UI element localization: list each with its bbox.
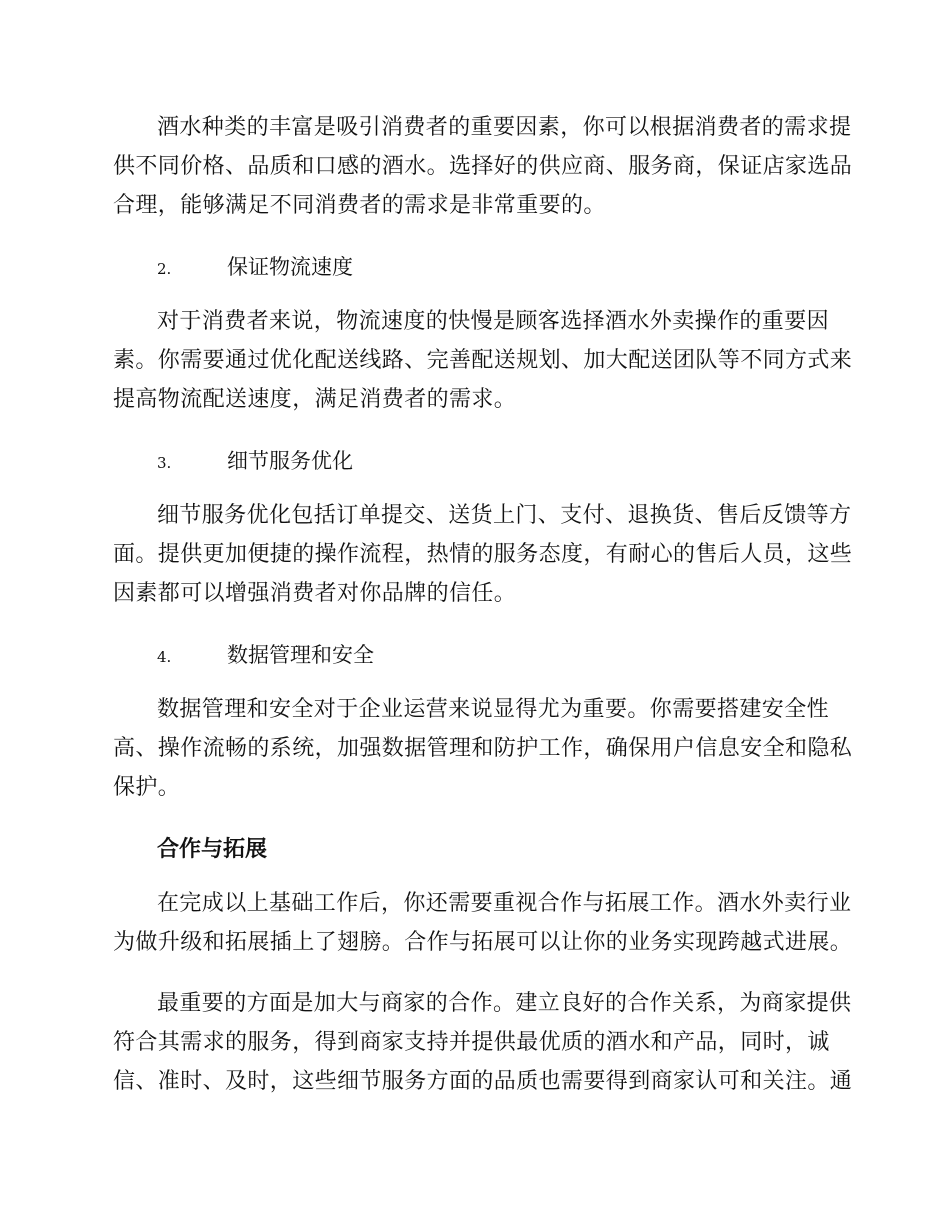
- list-item-number: 4.: [157, 648, 172, 666]
- paragraph-line: 符合其需求的服务，得到商家支持并提供最优质的酒水和产品，同时，诚: [113, 1030, 830, 1055]
- paragraph-line: 在完成以上基础工作后，你还需要重视合作与拓展工作。酒水外卖行业: [157, 891, 852, 916]
- paragraph-line: 高、操作流畅的系统，加强数据管理和防护工作，确保用户信息安全和隐私: [113, 736, 853, 761]
- list-item-text: 数据管理和安全: [227, 643, 374, 667]
- paragraph: [113, 984, 853, 1101]
- paragraph-line: 酒水种类的丰富是吸引消费者的重要因素，你可以根据消费者的需求提: [157, 115, 852, 140]
- paragraph-line: 素。你需要通过优化配送线路、完善配送规划、加大配送团队等不同方式来: [113, 348, 853, 373]
- list-item-text: 细节服务优化: [227, 449, 353, 473]
- paragraph-line: 因素都可以增强消费者对你品牌的信任。: [113, 581, 517, 606]
- paragraph-line: 提高物流配送速度，满足消费者的需求。: [113, 387, 517, 412]
- paragraph-line: 数据管理和安全对于企业运营来说显得尤为重要。你需要搭建安全性: [157, 697, 830, 722]
- paragraph-line: 对于消费者来说，物流速度的快慢是顾客选择酒水外卖操作的重要因: [157, 309, 830, 334]
- paragraph-line: 信、准时、及时，这些细节服务方面的品质也需要得到商家认可和关注。通: [113, 1069, 853, 1094]
- paragraph-line: 合理，能够满足不同消费者的需求是非常重要的。: [113, 193, 606, 218]
- paragraph: [113, 302, 853, 419]
- section-heading: 合作与拓展: [157, 836, 268, 862]
- paragraph: [113, 496, 853, 613]
- list-item: [157, 446, 353, 478]
- list-item: [157, 252, 353, 284]
- paragraph-line: 细节服务优化包括订单提交、送货上门、支付、退换货、售后反馈等方: [157, 503, 852, 528]
- list-item-number: 3.: [157, 454, 172, 472]
- paragraph: [113, 108, 853, 225]
- paragraph-line: 为做升级和拓展插上了翅膀。合作与拓展可以让你的业务实现跨越式进展。: [113, 930, 853, 955]
- paragraph-line: 最重要的方面是加大与商家的合作。建立良好的合作关系，为商家提供: [157, 991, 852, 1016]
- paragraph-line: 供不同价格、品质和口感的酒水。选择好的供应商、服务商，保证店家选品: [113, 154, 853, 179]
- list-item-text: 保证物流速度: [227, 255, 353, 279]
- list-item: [157, 640, 374, 672]
- paragraph: [113, 884, 853, 962]
- paragraph: [113, 690, 853, 807]
- paragraph-line: 面。提供更加便捷的操作流程，热情的服务态度，有耐心的售后人员，这些: [113, 542, 853, 567]
- paragraph-line: 保护。: [113, 775, 181, 800]
- list-item-number: 2.: [157, 260, 172, 278]
